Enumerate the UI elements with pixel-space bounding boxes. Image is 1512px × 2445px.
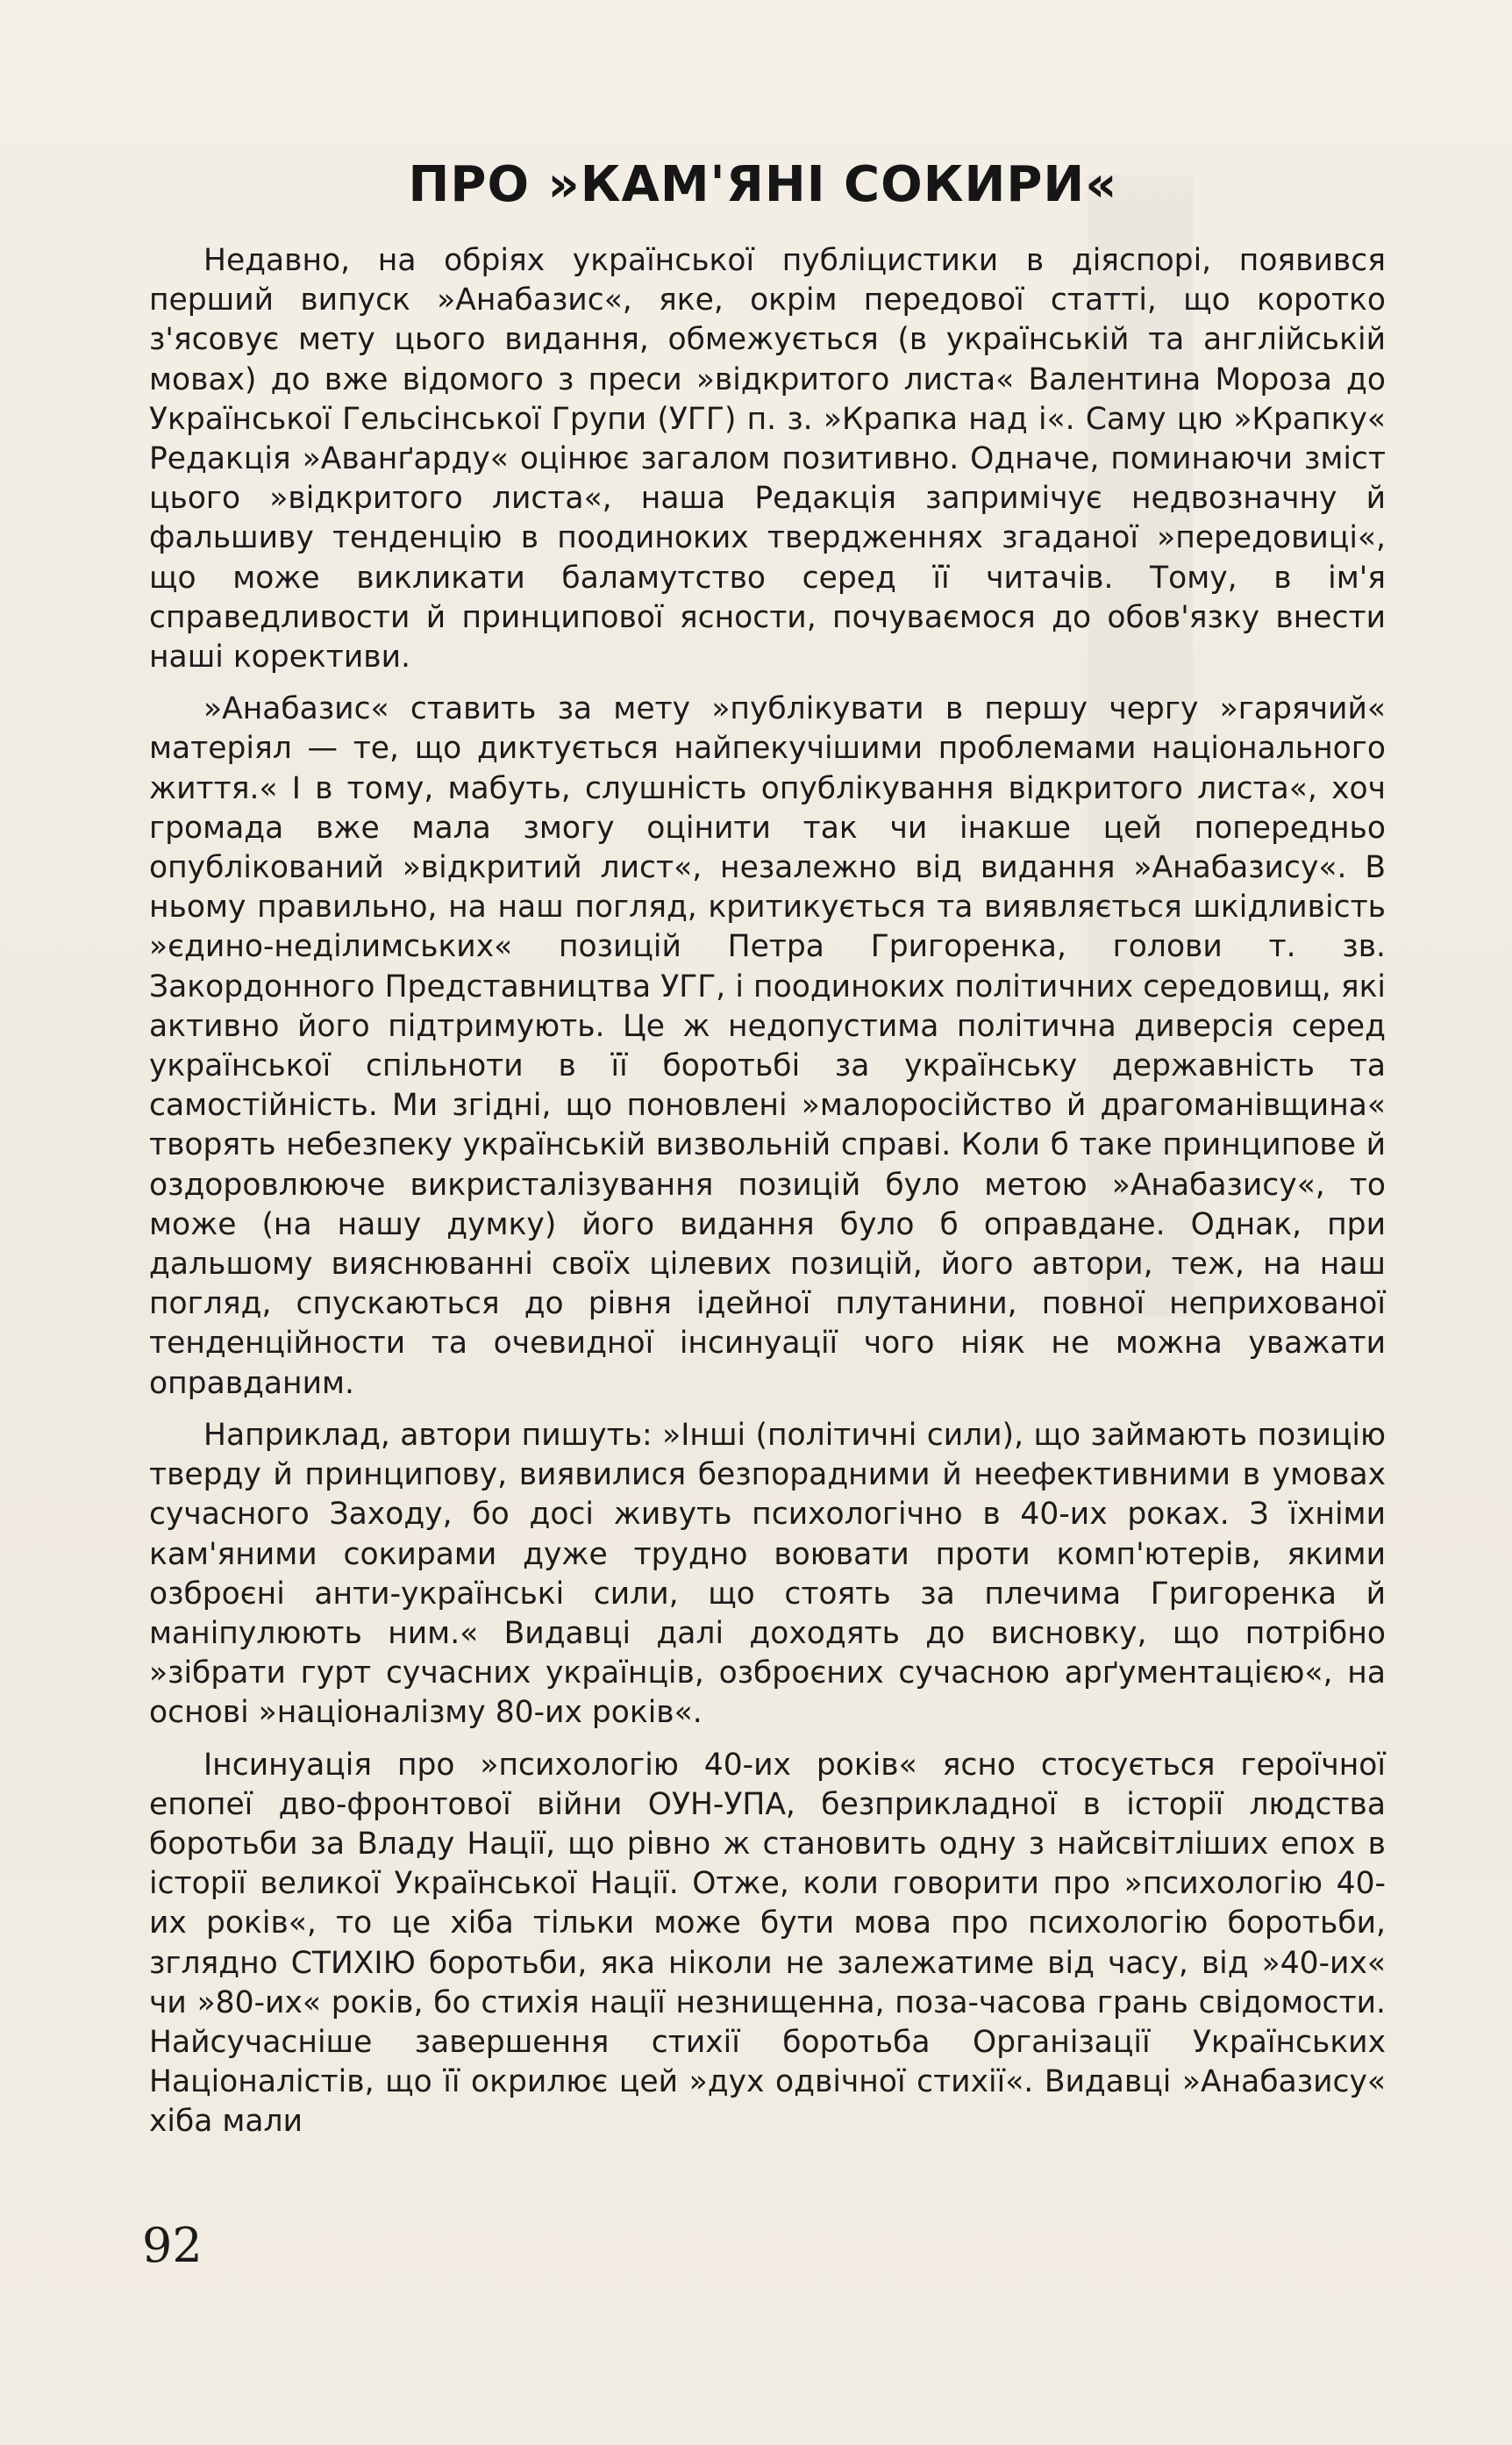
paragraph-3: Наприклад, автори пишуть: »Інші (політичні сили), що займають позицію тверду й принципову, виявилися безпорадними й неефективними в умовах сучасного Заходу, бо досі живуть психологічно в 40-их роках. З їхніми кам'яними сокирами дуже трудно воювати проти комп'ютерів, якими озброєні анти-українські сили, що стоять за плечима Григоренка й маніпулюють ним.« Видавці далі доходять до висновку, що потрібно »зібрати гурт сучасних українців, озброєних сучасною арґументацією«, на основі »націоналізму 80-их років«. (149, 1417, 1386, 1731)
article-title: ПРО »КАМ'ЯНІ СОКИРИ« (408, 156, 1118, 213)
paragraph-1: Недавно, на обріях української публіцистики в діяспорі, появився перший випуск »Анабазис«, яке, окрім передової статті, що коротко з'ясовує мету цього видання, обмежується (в українській та англійській мовах) до вже відомого з преси »відкритого листа« Валентина Мороза до Української Гельсінської Групи (УГГ) п. з. »Крапка над і«. Саму цю »Крапку« Редакція »Аванґарду« оцінює загалом позитивно. Одначе, поминаючи зміст цього »відкритого листа«, наша Редакція запримічує недвозначну й фальшиву тенденцію в поодиноких твердженнях згаданої »передовиці«, що може викликати баламутство серед її читачів. Тому, в ім'я справедливости й принципової ясности, почуваємося до обов'язку внести наші корективи. (149, 243, 1386, 676)
paragraph-4: Інсинуація про »психологію 40-их років« ясно стосується героїчної епопеї дво-фронтової війни ОУН-УПА, безприкладної в історії людства боротьби за Владу Нації, що рівно ж становить одну з найсвітліших епох в історії великої Української Нації. Отже, коли говорити про »психологію 40-их років«, то це хіба тільки може бути мова про психологію боротьби, зглядно СТИХІЮ боротьби, яка ніколи не залежатиме від часу, від »40-их« чи »80-их« років, бо стихія нації незнищенна, поза-часова грань свідомости. Найсучасніше завершення стихії боротьба Організації Українських Націоналістів, що її окрилює цей »дух одвічної стихії«. Видавці »Анабазису« хіба мали (149, 1747, 1386, 2140)
paragraph-2: »Анабазис« ставить за мету »публікувати в першу чергу »гарячий« матеріял — те, що диктується найпекучішими проблемами національного життя.« І в тому, мабуть, слушність опублікування відкритого листа«, хоч громада вже мала змогу оцінити так чи інакше цей попередньо опублікований »відкритий лист«, незалежно від видання »Анабазису«. В ньому правильно, на наш погляд, критикується та виявляється шкідливість »єдино-неділимських« позицій Петра Григоренка, голови т. зв. Закордонного Представництва УГГ, і поодиноких політичних середовищ, які активно його підтримують. Це ж недопустима політична диверсія серед української спільноти в її боротьбі за українську державність та самостійність. Ми згідні, що поновлені »малоросійство й драгоманівщина« творять небезпеку українській визвольній справі. Коли б таке принципове й оздоровлююче викристалізування позицій було метою »Анабазису«, то може (на нашу думку) його видання було б оправдане. Однак, при дальшому вияснюванні своїх цілевих позицій, його автори, теж, на наш погляд, спускаються до рівня ідейної плутанини, повної неприхованої тенденційности та очевидної інсинуації чого ніяк не можна уважати оправданим. (149, 691, 1386, 1401)
page-number: 92 (142, 2218, 203, 2273)
article-body (149, 241, 1386, 2155)
